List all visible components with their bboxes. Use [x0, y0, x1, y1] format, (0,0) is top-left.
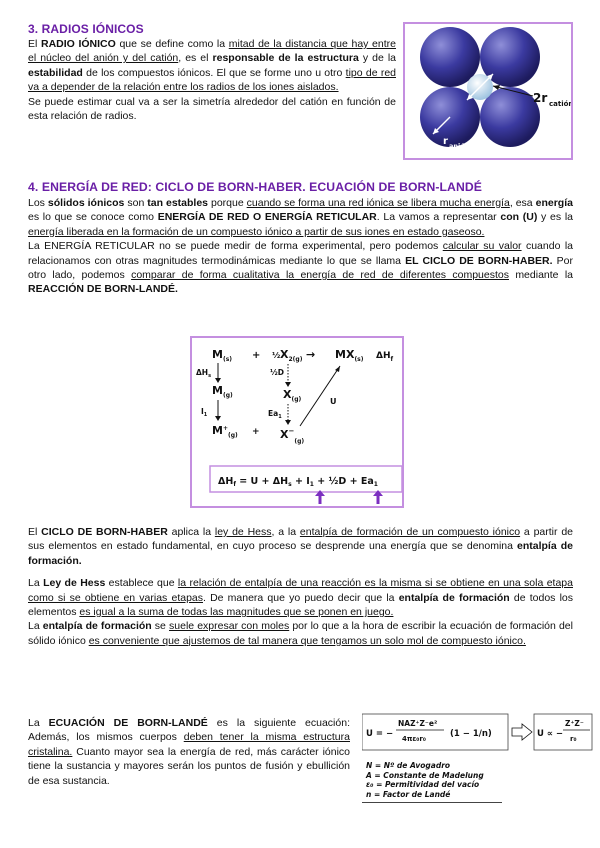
cycle-equation: $\Delta H_f = U + \Delta H_s + I_1$ + ½D + $Ea_1$ — [218, 476, 378, 488]
cycle-formation-arrow: → — [306, 348, 316, 361]
born-lande-bracket: (1 − 1/n) — [450, 729, 492, 739]
cycle-M-plus-gas: $M^+_{(g)}$ — [212, 424, 238, 439]
section4-paragraph-4: La Ley de Hess establece que la relación de entalpía de una reacción es la misma si se obtiene en una sola etapa como si se obtiene en varias etapas. De manera que yo puedo decir que la entalpía de formación de todos los elementos es igual a la suma de todas las magnitudes que se ponen en juego. — [28, 577, 574, 619]
anion-radius-label: r — [443, 136, 448, 147]
ionic-radius-figure — [403, 22, 573, 160]
cycle-plus-1: + — [252, 350, 261, 361]
legend-item: A = Constante de Madelung — [366, 770, 484, 780]
section4-paragraph-6: La ECUACIÓN DE BORN-LANDÉ es la siguiente ecuación: Además, los mismos cuerpos deben tener la misma estructura cristalina. Cuanto mayor sea la energía de red, más carácter iónico tiene la sustancia y mayores serán los puntos de fusión y ebullición de esa sustancia. — [28, 717, 350, 787]
section3-body — [28, 37, 396, 123]
born-lande-denominator: 4πε₀r₀ — [402, 735, 426, 743]
section4-paragraph-5: La entalpía de formación se suele expresar con moles por lo que a la hora de escribir la ecuación de formación del sólido iónico es conveniente que ajustemos de tal manera que tengamos un solo mol de compuesto iónico. — [28, 620, 573, 647]
born-lande-U: U = − — [366, 729, 394, 739]
legend-item: N = Nº de Avogadro — [366, 761, 451, 770]
legend-item: ε₀ = Permitividad del vacío — [366, 780, 480, 789]
cycle-M-gas: $M_{(g)}$ — [212, 384, 233, 399]
born-haber-cycle-diagram — [192, 338, 402, 506]
cycle-plus-2: + — [252, 427, 260, 437]
cycle-X-minus-gas: $X^-_{(g)}$ — [280, 427, 305, 445]
section4-bornlande-text — [28, 716, 350, 788]
legend-item: n = Factor de Landé — [366, 789, 451, 799]
born-lande-legend-rule — [362, 802, 502, 803]
cycle-MX-solid: $MX_{(s)}$ — [335, 348, 364, 363]
born-lande-proportional: U ∝ − — [537, 729, 563, 739]
ionic-radius-diagram — [405, 24, 571, 158]
born-lande-denominator-2: r₀ — [570, 735, 577, 743]
cycle-halfD-label: ½D — [270, 368, 284, 377]
cycle-X-gas: $X_{(g)}$ — [283, 388, 302, 403]
cation-radius-label: 2r — [533, 91, 548, 105]
born-lande-equation — [362, 712, 594, 754]
anion-radius-sub: anión — [449, 142, 470, 150]
born-lande-numerator-2: Z⁺Z⁻ — [565, 719, 584, 728]
section4-intro — [28, 196, 573, 297]
cycle-dHf-label: $\Delta H_f$ — [376, 351, 394, 363]
section4-paragraph-2: La ENERGÍA RETICULAR no se puede medir de forma experimental, pero podemos calcular su valor cuando la relacionamos con otras magnitudes termodinámicas mediante lo que se llama EL CICLO DE BORN-HABER. Por otro lado, podemos comparar de forma cualitativa la energía de red de diferentes compuestos mediante la REACCIÓN DE BORN-LANDÉ. — [28, 240, 574, 296]
section4-heading: 4. ENERGÍA DE RED: CICLO DE BORN-HABER. ECUACIÓN DE BORN-LANDÉ — [28, 180, 482, 194]
section3-heading: 3. RADIOS IÓNICOS — [28, 22, 144, 36]
section3-paragraph-1: El RADIO IÓNICO que se define como la mitad de la distancia que hay entre el núcleo del anión y del catión, es el responsable de la estructura y de la estabilidad de los compuestos iónicos. El que se forme uno u otro tipo de red va a depender de la relación entre los radios de los iones aislados. — [28, 38, 396, 94]
born-lande-legend — [366, 761, 594, 799]
cycle-M-solid: $M_{(s)}$ — [212, 348, 233, 363]
cycle-I1-label: $I_1$ — [201, 407, 208, 418]
section4-body — [28, 525, 573, 648]
section4-paragraph-1: Los sólidos iónicos son tan estables porque cuando se forma una red iónica se libera mucha energía, esa energía es lo que se conoce como ENERGÍA DE RED O ENERGÍA RETICULAR. La vamos a representar con (U) y es la energía liberada en la formación de un compuesto iónico a partir de sus iones en estado gaseoso. — [28, 197, 573, 238]
section3-paragraph-2: Se puede estimar cual va a ser la simetría alrededor del catión en función de esta relación de radios. — [28, 95, 396, 123]
cycle-X2-gas: $X_{2(g)}$ — [280, 348, 303, 363]
section4-paragraph-3: El CICLO DE BORN-HABER aplica la ley de Hess, a la entalpía de formación de un compuesto iónico a partir de sus elementos en estado fundamental, en cuyo proceso se desprende una energía que se denomina entalpía de formación. — [28, 526, 573, 567]
cation-radius-sub: catión — [549, 100, 571, 108]
cycle-Ea1-label: $Ea_1$ — [268, 409, 282, 420]
cycle-half-1: ½ — [272, 351, 281, 360]
cycle-dHs-label: $\Delta H_s$ — [196, 368, 212, 379]
born-lande-figure — [362, 712, 594, 812]
cycle-U-label: U — [330, 397, 337, 406]
born-haber-cycle-figure — [190, 336, 404, 508]
born-lande-numerator: NAZ⁺Z⁻e² — [398, 719, 438, 728]
